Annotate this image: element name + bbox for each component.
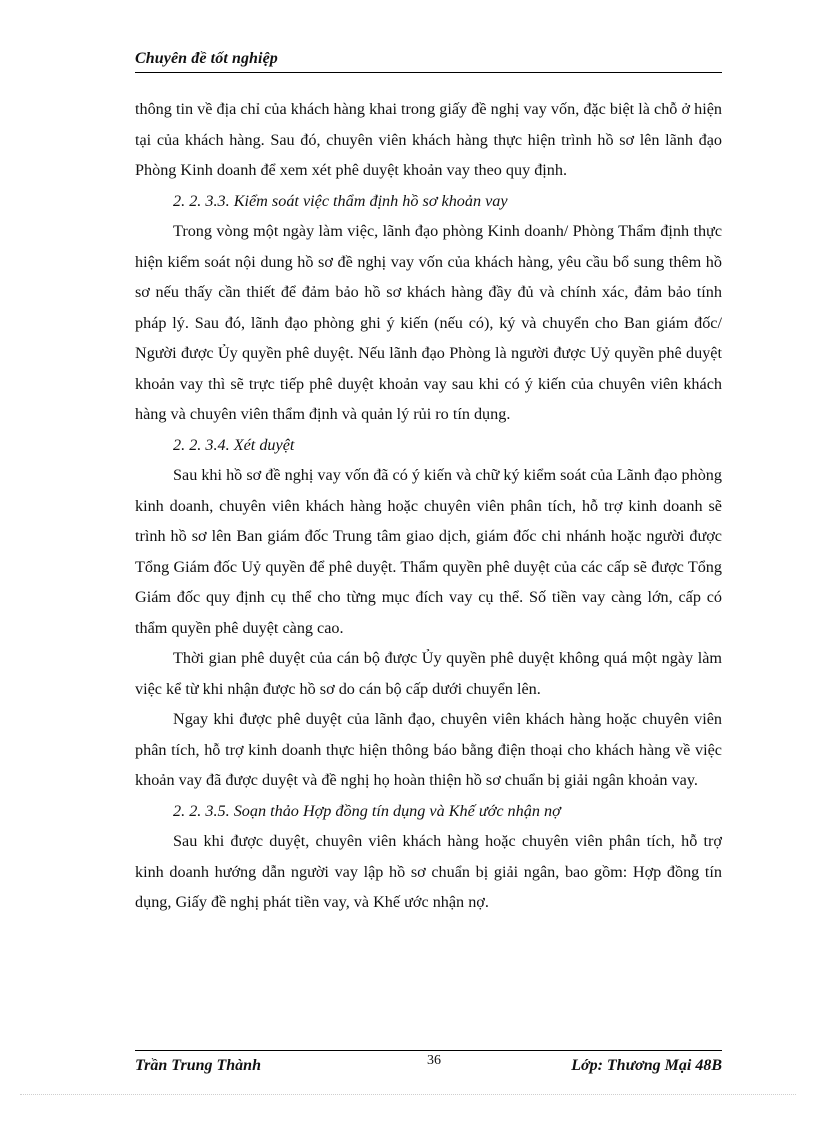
- page-footer: [135, 1050, 722, 1077]
- header-title: Chuyên đề tốt nghiệp: [135, 50, 278, 67]
- paragraph: Sau khi hồ sơ đề nghị vay vốn đã có ý kiến và chữ ký kiểm soát của Lãnh đạo phòng kinh doanh, chuyên viên khách hàng hoặc chuyên viên phân tích, hỗ trợ kinh doanh sẽ trình hồ sơ lên Ban giám đốc Trung tâm giao dịch, giám đốc chi nhánh hoặc người được Tổng Giám đốc Uỷ quyền để phê duyệt. Thẩm quyền phê duyệt của các cấp sẽ được Tổng Giám đốc quy định cụ thể cho từng mục đích vay cụ thể. Số tiền vay càng lớn, cấp có thẩm quyền phê duyệt càng cao.: [135, 466, 722, 637]
- paragraph-continued: thông tin về địa chỉ của khách hàng khai trong giấy đề nghị vay vốn, đặc biệt là chỗ ở hiện tại của khách hàng. Sau đó, chuyên viên khách hàng thực hiện trình hồ sơ lên lãnh đạo Phòng Kinh doanh để xem xét phê duyệt khoản vay theo quy định.: [135, 100, 722, 179]
- page-number: 36: [427, 1053, 441, 1068]
- paragraph: Thời gian phê duyệt của cán bộ được Ủy quyền phê duyệt không quá một ngày làm việc kể từ khi nhận được hồ sơ do cán bộ cấp dưới chuyển lên.: [135, 649, 722, 698]
- page-edge-divider: [20, 1094, 796, 1095]
- page-header: [135, 48, 722, 73]
- section-heading-3-4: 2. 2. 3.4. Xét duyệt: [173, 435, 295, 454]
- section-heading-3-3: 2. 2. 3.3. Kiểm soát việc thẩm định hồ sơ khoản vay: [173, 191, 508, 210]
- footer-author: Trần Trung Thành: [135, 1057, 261, 1074]
- paragraph: Trong vòng một ngày làm việc, lãnh đạo phòng Kinh doanh/ Phòng Thẩm định thực hiện kiểm soát nội dung hồ sơ đề nghị vay vốn của khách hàng, yêu cầu bổ sung thêm hồ sơ nếu thấy cần thiết để đảm bảo hồ sơ khách hàng đầy đủ và chính xác, đảm bảo tính pháp lý. Sau đó, lãnh đạo phòng ghi ý kiến (nếu có), ký và chuyển cho Ban giám đốc/ Người được Ủy quyền phê duyệt. Nếu lãnh đạo Phòng là người được Uỷ quyền phê duyệt khoản vay thì sẽ trực tiếp phê duyệt khoản vay sau khi có ý kiến của chuyên viên khách hàng và chuyên viên thẩm định và quản lý rủi ro tín dụng.: [135, 222, 722, 423]
- paragraph: Sau khi được duyệt, chuyên viên khách hàng hoặc chuyên viên phân tích, hỗ trợ kinh doanh hướng dẫn người vay lập hồ sơ chuẩn bị giải ngân, bao gồm: Hợp đồng tín dụng, Giấy đề nghị phát tiền vay, và Khế ước nhận nợ.: [135, 832, 722, 911]
- section-heading-3-5: 2. 2. 3.5. Soạn thảo Hợp đồng tín dụng và Khế ước nhận nợ: [173, 801, 561, 820]
- page-content: [135, 94, 722, 918]
- footer-class-label: Lớp: Thương Mại 48B: [571, 1057, 722, 1074]
- paragraph: Ngay khi được phê duyệt của lãnh đạo, chuyên viên khách hàng hoặc chuyên viên phân tích, hỗ trợ kinh doanh thực hiện thông báo bằng điện thoại cho khách hàng về việc khoản vay đã được duyệt và đề nghị họ hoàn thiện hồ sơ chuẩn bị giải ngân khoản vay.: [135, 710, 722, 789]
